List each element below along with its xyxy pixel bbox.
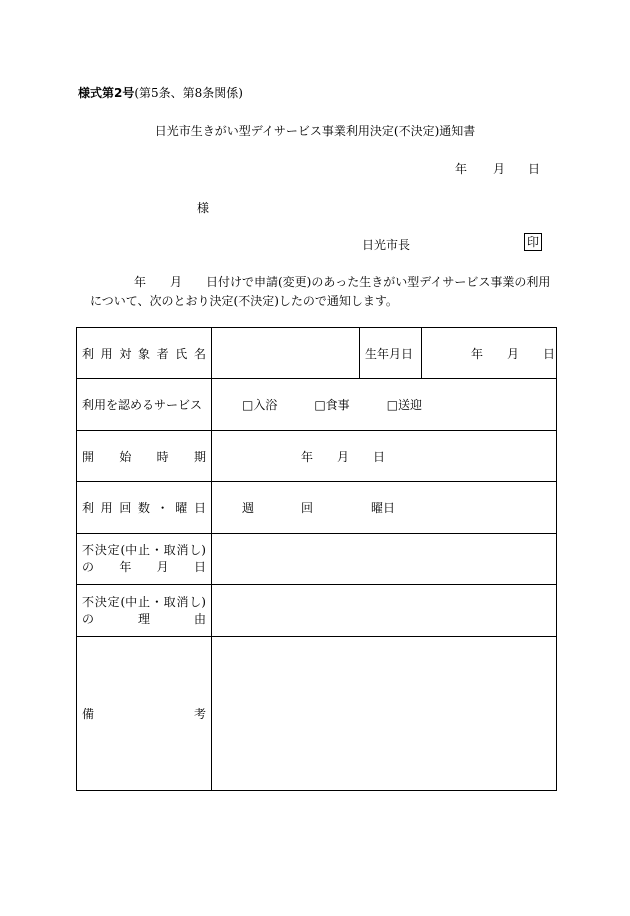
name-field[interactable] bbox=[212, 328, 360, 379]
birthdate-month: 月 bbox=[507, 346, 520, 361]
label-remarks: 備 考 bbox=[77, 637, 212, 791]
frequency-weekday: 曜日 bbox=[371, 501, 396, 515]
label-birthdate: 生年月日 bbox=[360, 328, 422, 379]
birthdate-year: 年 bbox=[471, 346, 484, 361]
document-title: 日光市生きがい型デイサービス事業利用決定(不決定)通知書 bbox=[154, 124, 476, 138]
birthdate-day: 日 bbox=[543, 346, 556, 361]
row-remarks bbox=[77, 637, 557, 791]
frequency-week: 週 bbox=[242, 501, 255, 515]
row-refusal-reason bbox=[77, 585, 557, 637]
seal-mark: 印 bbox=[524, 233, 542, 251]
intro-line-1: 年 月 日付けで申請(変更)のあった生きがい型デイサービス事業の利用 bbox=[134, 275, 551, 289]
date-month: 月 bbox=[493, 162, 506, 176]
row-name bbox=[77, 328, 557, 379]
checkbox-meal[interactable]: □食事 bbox=[314, 398, 350, 412]
intro-line-2: について、次のとおり決定(不決定)したので通知します。 bbox=[90, 294, 398, 308]
row-services bbox=[77, 379, 557, 431]
checkbox-transport[interactable]: □送迎 bbox=[386, 398, 423, 412]
start-day: 日 bbox=[373, 449, 386, 464]
label-frequency: 利 用 回 数 ・ 曜 日 bbox=[77, 482, 212, 534]
form-number bbox=[78, 84, 243, 101]
date-day: 日 bbox=[528, 162, 541, 176]
frequency-times: 回 bbox=[301, 501, 314, 515]
services-field bbox=[212, 379, 557, 431]
label-refusal-date: 不 決 定 (中 止 ・ 取 消 し) の 年 月 日 bbox=[77, 534, 212, 585]
label-name: 利 用 対 象 者 氏 名 bbox=[77, 328, 212, 379]
row-frequency bbox=[77, 482, 557, 534]
intro-paragraph bbox=[90, 273, 550, 311]
label-refusal-reason: 不 決 定 (中 止 ・ 取 消 し) の 理 由 bbox=[77, 585, 212, 637]
recipient-honorific: 様 bbox=[197, 201, 210, 215]
issuer-mayor: 日光市長 bbox=[362, 238, 411, 252]
form-number-reference: (第5条、第8条関係) bbox=[134, 86, 243, 100]
checkbox-bath[interactable]: □入浴 bbox=[242, 398, 278, 412]
start-month: 月 bbox=[337, 449, 350, 464]
date-year: 年 bbox=[455, 162, 468, 176]
form-table bbox=[76, 327, 557, 791]
row-start bbox=[77, 431, 557, 482]
refusal-date-field[interactable] bbox=[212, 534, 557, 585]
label-services: 利用を認めるサービス bbox=[77, 379, 212, 431]
remarks-field[interactable] bbox=[212, 637, 557, 791]
birthdate-field[interactable] bbox=[422, 328, 557, 379]
start-year: 年 bbox=[301, 449, 314, 464]
start-field[interactable] bbox=[212, 431, 557, 482]
refusal-reason-field[interactable] bbox=[212, 585, 557, 637]
row-refusal-date bbox=[77, 534, 557, 585]
form-number-main: 様式第2号 bbox=[78, 86, 135, 100]
frequency-field[interactable] bbox=[212, 482, 557, 534]
label-start: 開 始 時 期 bbox=[77, 431, 212, 482]
